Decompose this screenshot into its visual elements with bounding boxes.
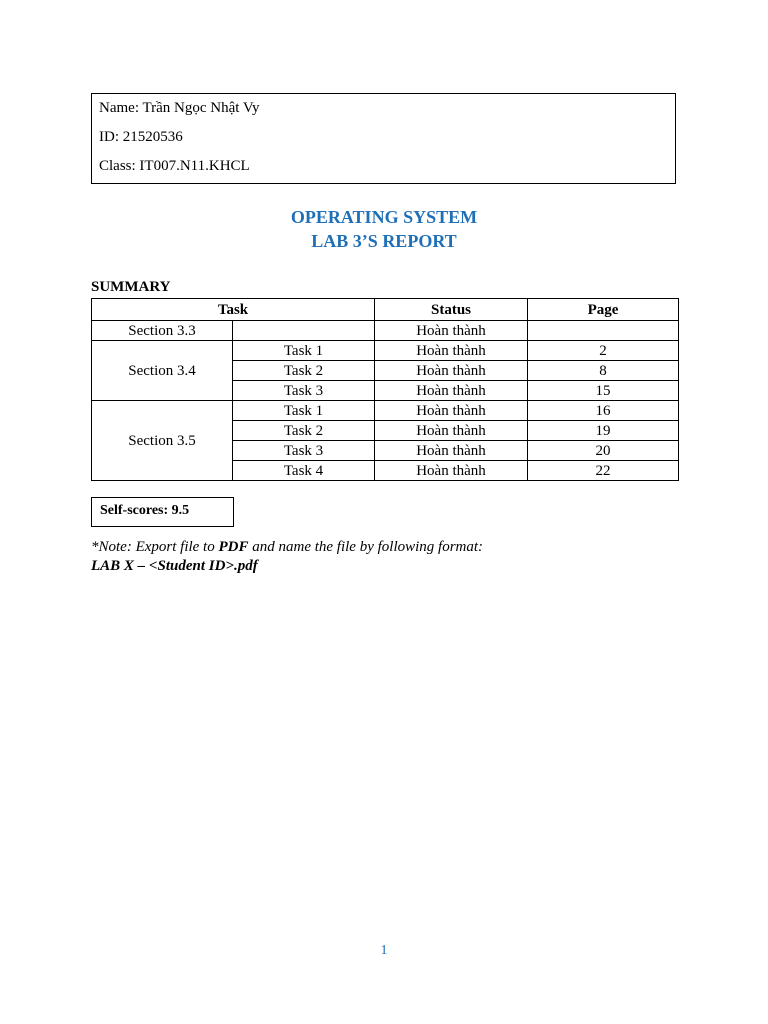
status-cell: Hoàn thành bbox=[375, 421, 528, 441]
report-title bbox=[0, 205, 768, 253]
header-task: Task bbox=[92, 299, 375, 321]
summary-table bbox=[91, 298, 679, 481]
page-number: 1 bbox=[380, 943, 388, 958]
task-cell: Task 1 bbox=[233, 341, 375, 361]
page-cell: 8 bbox=[528, 361, 679, 381]
student-name: Name: Trần Ngọc Nhật Vy bbox=[99, 100, 260, 116]
status-cell: Hoàn thành bbox=[375, 321, 528, 341]
page-cell: 22 bbox=[528, 461, 679, 481]
student-id: ID: 21520536 bbox=[99, 129, 183, 145]
header-status: Status bbox=[375, 299, 528, 321]
title-line-1: OPERATING SYSTEM bbox=[290, 207, 478, 227]
task-cell: Task 1 bbox=[233, 401, 375, 421]
note-prefix: *Note: Export file to bbox=[91, 539, 219, 555]
section-cell: Section 3.4 bbox=[92, 341, 233, 401]
status-cell: Hoàn thành bbox=[375, 401, 528, 421]
table-row bbox=[92, 401, 679, 421]
task-cell: Task 2 bbox=[233, 421, 375, 441]
task-cell: Task 4 bbox=[233, 461, 375, 481]
section-cell: Section 3.3 bbox=[92, 321, 233, 341]
table-row bbox=[92, 341, 679, 361]
note-line-1 bbox=[91, 538, 483, 557]
section-cell: Section 3.5 bbox=[92, 401, 233, 481]
status-cell: Hoàn thành bbox=[375, 461, 528, 481]
task-cell: Task 3 bbox=[233, 441, 375, 461]
self-score-box: Self-scores: 9.5 bbox=[91, 497, 234, 527]
table-row bbox=[92, 321, 679, 341]
page-cell bbox=[528, 321, 679, 341]
page-cell: 19 bbox=[528, 421, 679, 441]
page-cell: 15 bbox=[528, 381, 679, 401]
status-cell: Hoàn thành bbox=[375, 361, 528, 381]
status-cell: Hoàn thành bbox=[375, 341, 528, 361]
note-format-bold: PDF bbox=[218, 539, 249, 555]
export-note bbox=[91, 538, 483, 576]
student-info-box bbox=[91, 93, 676, 184]
title-line-2: LAB 3’S REPORT bbox=[311, 231, 457, 251]
page-cell: 16 bbox=[528, 401, 679, 421]
note-suffix: and name the file by following format: bbox=[248, 539, 484, 555]
page-cell: 20 bbox=[528, 441, 679, 461]
task-cell: Task 3 bbox=[233, 381, 375, 401]
page-cell: 2 bbox=[528, 341, 679, 361]
filename-format-text: LAB X – <Student ID>.pdf bbox=[91, 558, 258, 574]
summary-heading: SUMMARY bbox=[91, 279, 171, 295]
status-cell: Hoàn thành bbox=[375, 381, 528, 401]
task-cell bbox=[233, 321, 375, 341]
student-class: Class: IT007.N11.KHCL bbox=[99, 158, 250, 174]
task-cell: Task 2 bbox=[233, 361, 375, 381]
note-filename-format bbox=[91, 557, 483, 576]
table-header-row bbox=[92, 299, 679, 321]
header-page: Page bbox=[528, 299, 679, 321]
status-cell: Hoàn thành bbox=[375, 441, 528, 461]
